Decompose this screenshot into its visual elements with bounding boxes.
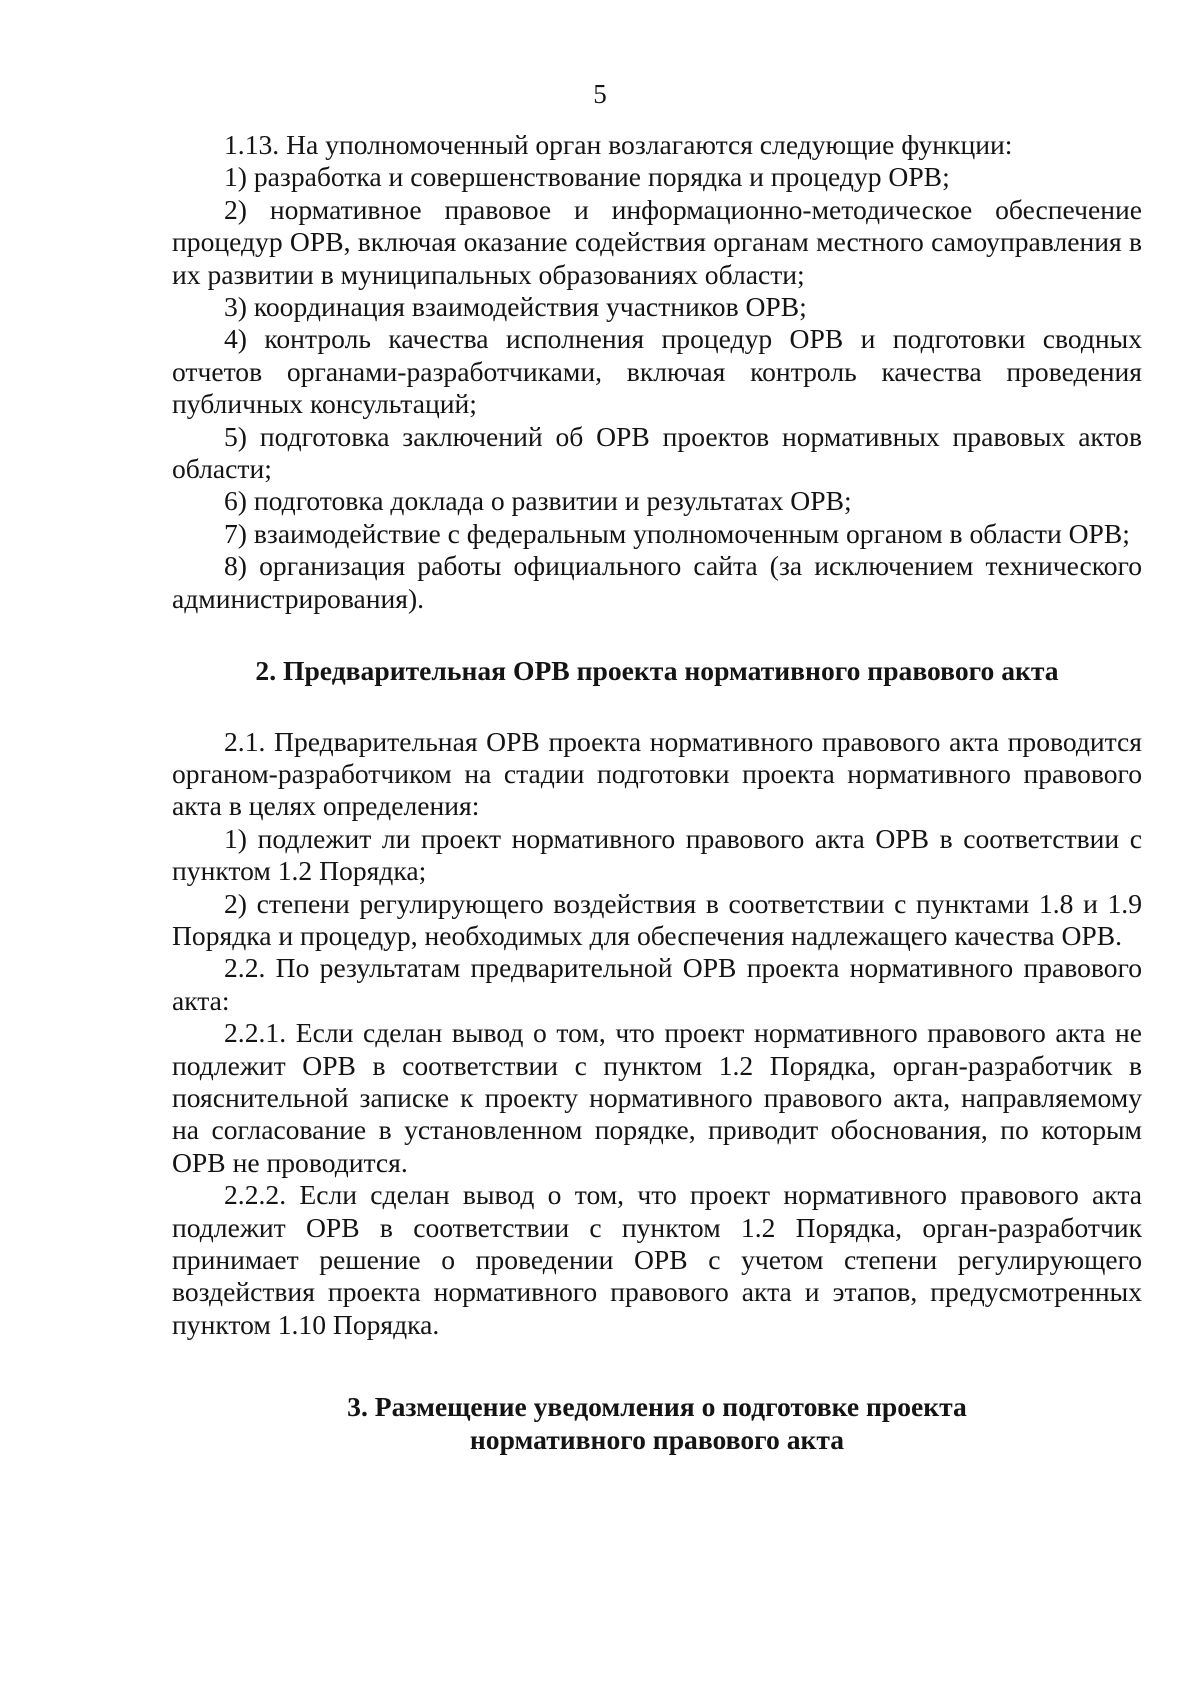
section-2-body xyxy=(172,726,1142,1342)
paragraph-2-2-1: 2.2.1. Если сделан вывод о том, что проект нормативного правового акта не подлежит ОРВ в соответствии с пунктом 1.2 Порядка, орган-разработчик в пояснительной записке к проекту нормативного правового акта, направляемому на согласование в установленном порядке, приводит обоснования, по которым ОРВ не проводится. xyxy=(172,1017,1142,1178)
paragraph-2-1-item-1: 1) подлежит ли проект нормативного правового акта ОРВ в соответствии с пунктом 1.2 Порядка; xyxy=(172,822,1142,887)
section-2-heading: 2. Предварительная ОРВ проекта нормативного правового акта xyxy=(255,655,1059,687)
list-item-4: 4) контроль качества исполнения процедур ОРВ и подготовки сводных отчетов органами-разработчиками, включая контроль качества проведения публичных консультаций; xyxy=(172,323,1142,420)
paragraph-2-2-2: 2.2.2. Если сделан вывод о том, что проект нормативного правового акта подлежит ОРВ в соответствии с пунктом 1.2 Порядка, орган-разработчик принимает решение о проведении ОРВ с учетом степени регулирующего воздействия проекта нормативного правового акта и этапов, предусмотренных пунктом 1.10 Порядка. xyxy=(172,1179,1142,1340)
paragraph-2-1-item-2: 2) степени регулирующего воздействия в соответствии с пунктами 1.8 и 1.9 Порядка и процедур, необходимых для обеспечения надлежащего качества ОРВ. xyxy=(172,887,1142,951)
page-number: 5 xyxy=(593,79,607,109)
paragraph-2-1: 2.1. Предварительная ОРВ проекта нормативного правового акта проводится органом-разработчиком на стадии подготовки проекта нормативного правового акта в целях определения: xyxy=(172,725,1142,822)
section-3-heading-line-1: 3. Размещение уведомления о подготовке проекта xyxy=(347,1391,967,1423)
list-item-8: 8) организация работы официального сайта (за исключением технического администрирования). xyxy=(172,550,1142,614)
list-item-1: 1) разработка и совершенствование порядка и процедур ОРВ; xyxy=(224,161,950,193)
section-3-heading-line-2: нормативного правового акта xyxy=(469,1423,845,1455)
list-item-2: 2) нормативное правовое и информационно-методическое обеспечение процедур ОРВ, включая оказание содействия органам местного самоуправления в их развитии в муниципальных образованиях области; xyxy=(172,193,1142,290)
list-item-3: 3) координация взаимодействия участников ОРВ; xyxy=(224,291,807,323)
section-3-heading xyxy=(172,1391,1142,1456)
document-body xyxy=(172,129,1142,1456)
paragraph-2-2: 2.2. По результатам предварительной ОРВ проекта нормативного правового акта: xyxy=(172,952,1142,1016)
list-item-6: 6) подготовка доклада о развитии и результатах ОРВ; xyxy=(224,485,852,517)
paragraph-1-13: 1.13. На уполномоченный орган возлагаются следующие функции: xyxy=(224,129,1013,160)
list-item-5: 5) подготовка заключений об ОРВ проектов нормативных правовых актов области; xyxy=(172,420,1142,485)
section-1-functions xyxy=(172,129,1142,615)
list-item-7: 7) взаимодействие с федеральным уполномоченным органом в области ОРВ; xyxy=(224,517,1130,549)
